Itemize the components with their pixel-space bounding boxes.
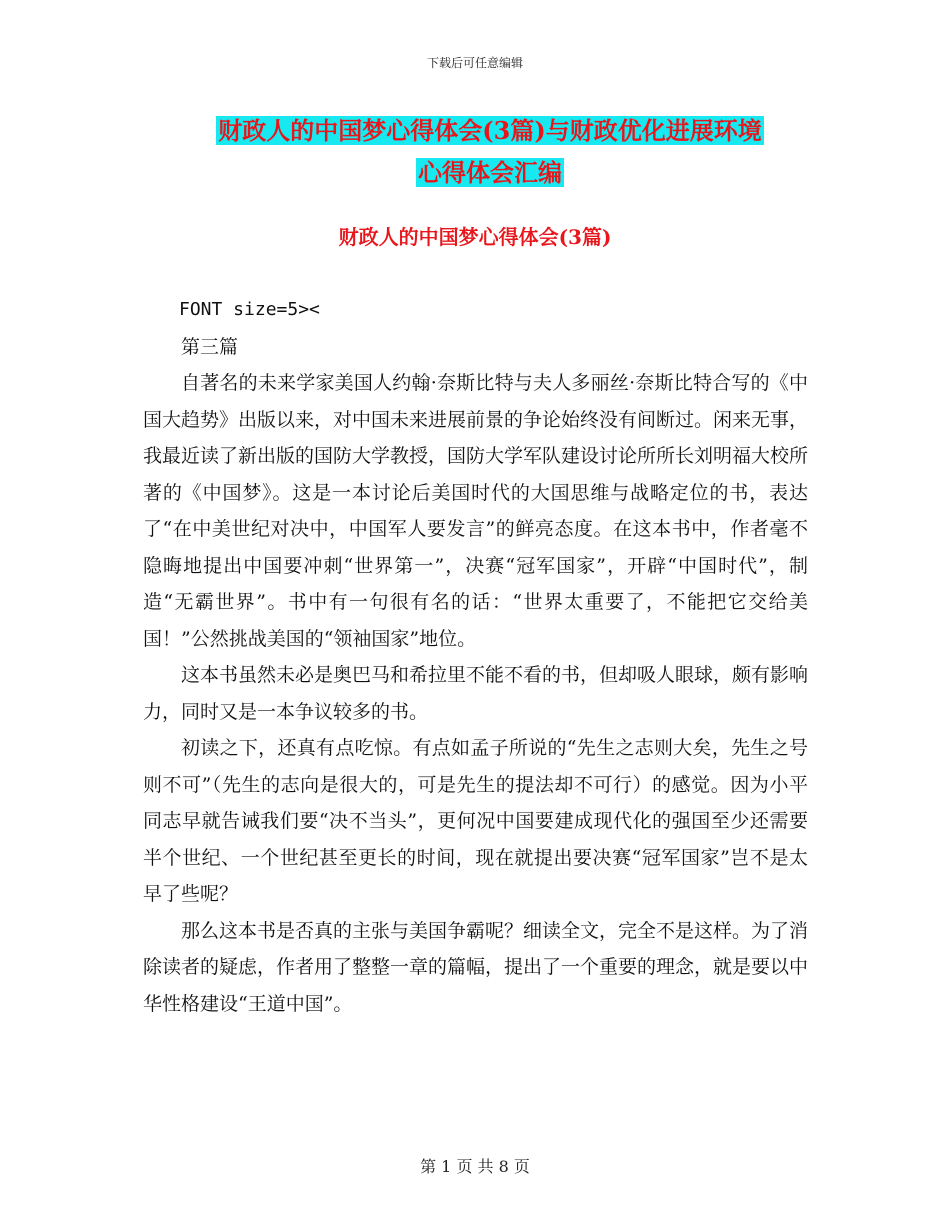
document-title-line1: 财政人的中国梦心得体会(3篇)与财政优化进展环境 — [218, 116, 762, 145]
font-tag-line: FONT size=5>< — [179, 299, 320, 320]
page-header-note: 下载后可任意编辑 — [426, 56, 523, 70]
section-label: 第三篇 — [181, 335, 239, 358]
document-title — [140, 110, 840, 194]
body-paragraph: 这本书虽然未必是奥巴马和希拉里不能不看的书，但却吸人眼球，颇有影响力，同时又是一本争议较多的书。 — [143, 664, 809, 723]
section-title: 财政人的中国梦心得体会(3篇) — [338, 225, 612, 249]
page-footer: 第 1 页 共 8 页 — [420, 1157, 530, 1176]
document-body — [143, 292, 808, 1022]
body-paragraph: 初读之下，还真有点吃惊。有点如孟子所说的“先生之志则大矣，先生之号则不可”（先生的志向是很大的，可是先生的提法却不可行）的感觉。因为小平同志早就告诫我们要“决不当头”，更何况中国要建成现代化的强国至少还需要半个世纪、一个世纪甚至更长的时间，现在就提出要决赛“冠军国家”岂不是太早了些呢？ — [143, 737, 808, 905]
document-title-line2: 心得体会汇编 — [418, 158, 562, 187]
body-paragraph: 自著名的未来学家美国人约翰·奈斯比特与夫人多丽丝·奈斯比特合写的《中国大趋势》出版以来，对中国未来进展前景的争论始终没有间断过。闲来无事，我最近读了新出版的国防大学教授，国防大学军队建设讨论所所长刘明福大校所著的《中国梦》。这是一本讨论后美国时代的大国思维与战略定位的书，表达了“在中美世纪对决中，中国军人要发言”的鲜亮态度。在这本书中，作者毫不隐晦地提出中国要冲刺“世界第一”，决赛“冠军国家”，开辟“中国时代”，制造“无霸世界”。书中有一句很有名的话：“世界太重要了，不能把它交给美国！”公然挑战美国的“领袖国家”地位。 — [143, 372, 809, 650]
body-paragraph: 那么这本书是否真的主张与美国争霸呢？细读全文，完全不是这样。为了消除读者的疑虑，作者用了整整一章的篇幅，提出了一个重要的理念，就是要以中华性格建设“王道中国”。 — [143, 919, 809, 1015]
